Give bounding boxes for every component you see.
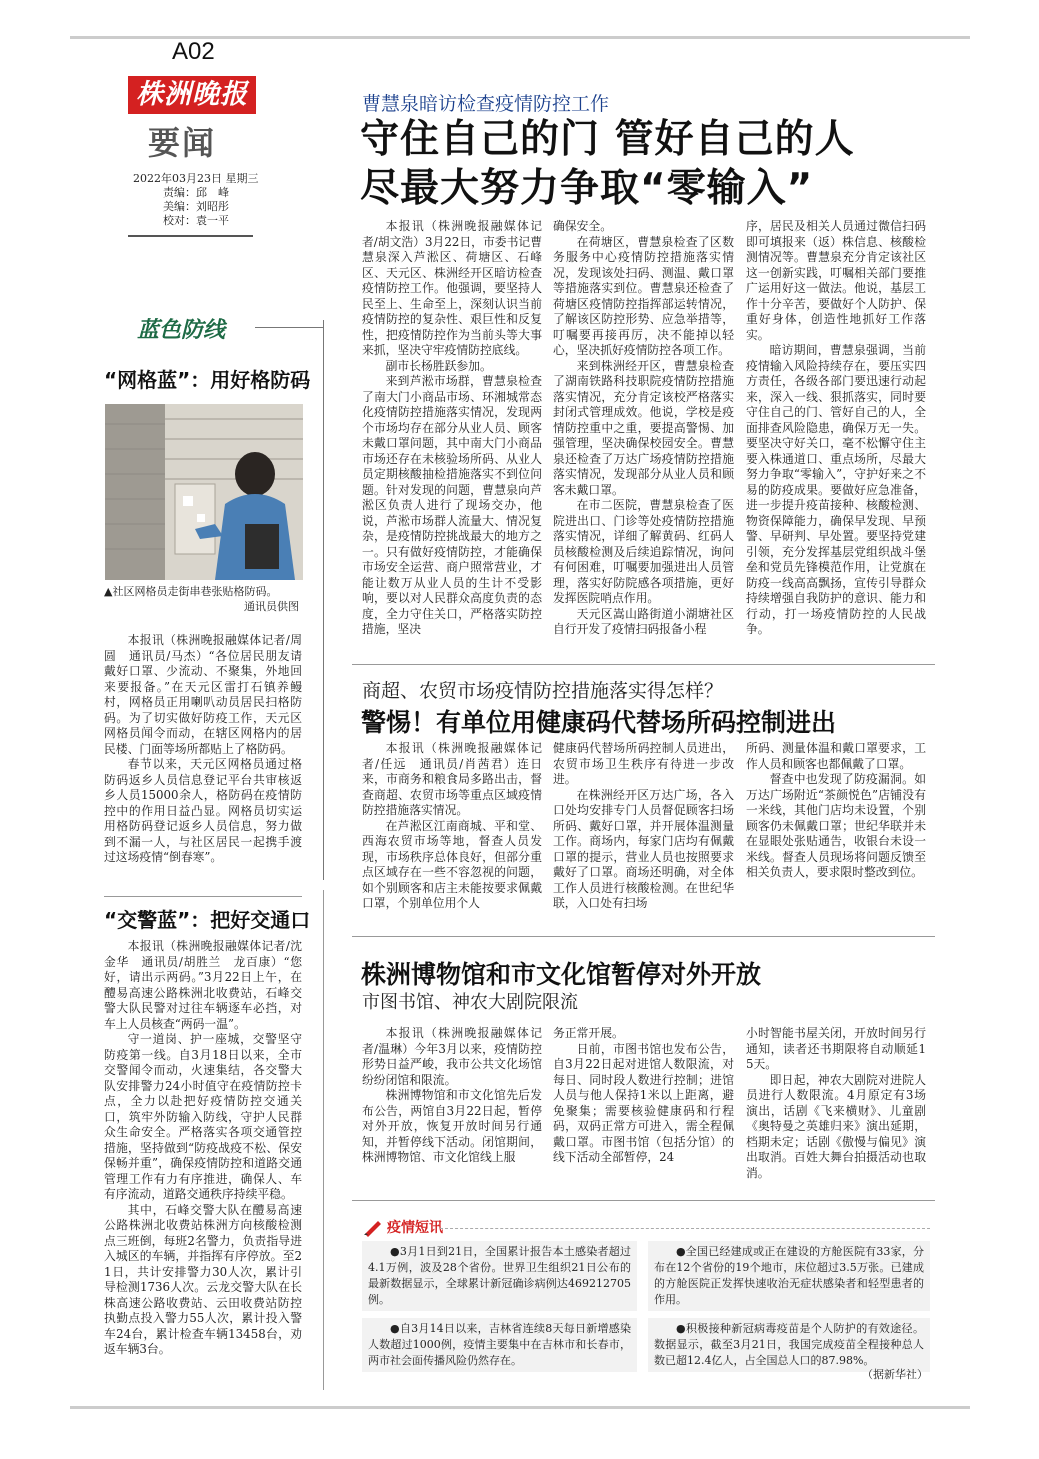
paragraph: 本报讯（株洲晚报融媒体记者/任远 通讯员/肖茜君）连日来，市商务和粮食局多路出击，督查商超、农贸市场等重点区域疫情防控措施落实情况。	[362, 741, 542, 817]
pen-icon	[362, 1217, 384, 1237]
paragraph: 所码、测量体温和戴口罩要求，工作人员和顾客也都佩戴了口罩。	[746, 741, 926, 771]
sidebar-divider	[104, 896, 302, 897]
paragraph: 暗访期间，曹慧泉强调，当前疫情输入风险持续存在，要压实四方责任，各级各部门要迅速行动起来，深入一线、狠抓落实，同时要守住自己的门、管好自己的人，全面排查风险隐患，确保万无一失。要坚决守好关口，毫不松懈守住主要入株通道口、重点场所，尽最大努力争取“零输入”，守护好来之不易的防疫成果。要做好应急准备，进一步提升疫苗接种、核酸检测、物资保障能力，确保早发现、早预警、早研判、早处置。要坚持党建引领，充分发挥基层党组织战斗堡垒和党员先锋模范作用，让党旗在防疫一线高高飘扬，宣传引导群众持续增强自我防护的意识、能力和行动，打一场疫情防控的人民战争。	[746, 343, 926, 636]
sidebar-article-1	[104, 633, 302, 887]
story1-column-3	[746, 219, 926, 649]
story1-headline-line2: 尽最大努力争取“零输入”	[360, 166, 814, 211]
paragraph: 本报讯（株洲晚报融媒体记者/胡文浩）3月22日，市委书记曹慧泉深入芦淞区、荷塘区、石峰区、天元区、株洲经开区暗访检查疫情防控工作。他强调，要坚持人民至上、生命至上，深刻认识当前疫情防控的复杂性、艰巨性和反复性，把疫情防控作为当前头等大事来抓，坚决守牢疫情防控底线。	[362, 219, 542, 357]
art-editor-credit: 美编：刘昭彤	[163, 200, 229, 213]
paragraph: 副市长杨胜跃参加。	[385, 358, 492, 373]
proof-credit: 校对：袁一平	[163, 214, 229, 227]
brief-item-1	[362, 1241, 637, 1311]
brief-text: ●3月1日到21日，全国累计报告本土感染者超过4.1万例，波及28个省份。世界卫生组织21日公布的最新数据显示，全球累计新冠确诊病例达469212705例。	[368, 1245, 631, 1306]
paragraph: 来到株洲经开区，曹慧泉检查了湖南铁路科技职院疫情防控措施落实情况，充分肯定该校严格落实封闭式管理成效。他说，学校是疫情防控重中之重，要提高警惕、加强管理，坚决确保校园安全。曹慧泉还检查了万达广场疫情防控措施落实情况，发现部分从业人员和顾客未戴口罩。	[553, 358, 734, 497]
story3-column-3	[746, 1026, 926, 1181]
story1-column-1	[362, 219, 542, 649]
page-number: A02	[172, 38, 215, 65]
sidebar-headline-2: “交警蓝”：把好交通口	[104, 908, 311, 932]
brief-top-rule	[352, 1200, 935, 1201]
sidebar-label: 蓝色防线	[137, 318, 226, 343]
bottom-border	[70, 1406, 970, 1409]
paragraph: 本报讯（株洲晚报融媒体记者/周圆 通讯员/马杰）“各位居民朋友请戴好口罩、少流动、不聚集，外地回来要报备。”在天元区雷打石镇养鳗村，网格员正用喇叭动员居民扫格防码。为了切实做好防疫工作，天元区网格员闻令而动，在辖区网格内的居民楼、门面等场所都贴上了格防码。	[104, 633, 302, 756]
editor-credit: 责编：邱 峰	[163, 186, 229, 199]
story3-column-2	[553, 1026, 734, 1181]
story2-top-rule	[352, 664, 935, 665]
story2-column-1	[362, 741, 542, 921]
paragraph: 日前，市图书馆也发布公告，自3月22日起对进馆人数限流，对每日、同时段人数进行控制；进馆人员与他人保持1米以上距离，避免聚集；需要核验健康码和行程码，双码正常方可进入，需全程佩戴口罩。市图书馆（包括分馆）的线下活动全部暂停，24	[553, 1041, 734, 1164]
paragraph: 即日起，神农大剧院对进院人员进行人数限流。4月原定有3场演出，话剧《飞来横财》、儿童剧《奥特曼之英雄归来》演出延期，档期未定；话剧《傲慢与偏见》演出取消。百姓大舞台拍摄活动也取消。	[746, 1072, 926, 1180]
paragraph: 在芦淞区江南商城、平和堂、西海农贸市场等地，督查人员发现，市场秩序总体良好，但部分重点区域存在一些不容忽视的问题，如个别顾客和店主未能按要求佩戴口罩，个别单位用个人	[362, 818, 542, 910]
paragraph: 在株洲经开区万达广场，各入口处均安排专门人员督促顾客扫场所码、戴好口罩，并开展体温测量工作。商场内，每家门店均有佩戴口罩的提示，营业人员也按照要求戴好了口罩。商场还明确，对全体工作人员进行核酸检测。在世纪华联，入口处有扫场	[553, 787, 734, 910]
paragraph: 健康码代替场所码控制人员进出，农贸市场卫生秩序有待进一步改进。	[553, 741, 734, 786]
story2-kicker: 商超、农贸市场疫情防控措施落实得怎样？	[362, 680, 724, 702]
paragraph: 确保安全。	[553, 219, 612, 233]
sidebar-label-rule	[255, 327, 323, 328]
paragraph: 在市二医院，曹慧泉检查了医院进出口、门诊等处疫情防控措施落实情况，详细了解黄码、红码人员核酸检测及后续追踪情况，询问有何困难，叮嘱要加强进出人员管理，落实好防院感各项措施，更好发挥医院哨点作用。	[553, 498, 734, 605]
brief-item-4	[648, 1318, 930, 1372]
story2-column-2	[553, 741, 734, 921]
paragraph: 其中，石峰交警大队在醴易高速公路株洲北收费站株洲方向核酸检测点三班倒，每班2名警力，负责指导进入城区的车辆，并指挥有序停放。至21日，共计安排警力30人次，累计引导检测1736人次。云龙交警大队在长株高速公路收费站、云田收费站防控执勤点投入警力55人次，累计投入警车24台，累计检查车辆13458台，劝返车辆3台。	[104, 1202, 302, 1356]
brief-text: ●积极接种新冠病毒疫苗是个人防护的有效途径。数据显示，截至3月21日，我国完成疫苗全程接种总人数已超12.4亿人，占全国总人口的87.98%。	[654, 1322, 924, 1367]
issue-date: 2022年03月23日 星期三	[133, 172, 259, 185]
paragraph: 株洲博物馆和市文化馆先后发布公告，两馆自3月22日起，暂停对外开放，恢复开放时间另行通知，并暂停线下活动。闭馆期间，株洲博物馆、市文化馆线上服	[362, 1088, 542, 1164]
paragraph: 守一道岗、护一座城，交警坚守防疫第一线。自3月18日以来，全市交警闻令而动，火速集结，各交警大队安排警力24小时值守在疫情防控卡点，全力以赴把好疫情防控交通关口，筑牢外防输入防线，守护人民群众生命安全。严格落实各项交通管控措施，坚持做到“防疫战疫不松、保安保畅并重”，确保疫情防控和道路交通管理工作有力有序推进，确保人、车有序流动，道路交通秩序持续平稳。	[104, 1032, 302, 1201]
story1-column-2	[553, 219, 734, 649]
paragraph: 来到芦淞市场群，曹慧泉检查了南大门小商品市场、环湘城常态化疫情防控措施落实情况，发现两个市场均存在部分从业人员、顾客未戴口罩问题，其中南大门小商品市场还存在未核验场所码、从业人员定期核酸抽检措施落实不到位问题。针对发现的问题，曹慧泉向芦淞区负责人进行了现场交办，他说，芦淞市场群人流量大、情况复杂，是疫情防控挑战最大的地方之一。只有做好疫情防控，才能确保市场安全运营、商户照常营业，才能让数万从业人员的生计不受影响，要以对人民群众高度负责的态度，全力守住关口，严格落实防控措施，坚决	[362, 374, 542, 636]
sidebar-article-2	[104, 939, 302, 1381]
brief-title: 疫情短讯	[387, 1220, 443, 1236]
story2-headline: 警惕！有单位用健康码代替场所码控制进出	[361, 708, 837, 737]
brief-item-2	[648, 1241, 930, 1311]
column-divider	[323, 320, 324, 880]
photo-credit: 通讯员供图	[244, 600, 299, 613]
paragraph: 春节以来，天元区网格员通过格防码返乡人员信息登记平台共审核返乡人员15000余人，格防码在疫情防控中的作用日益凸显。网格员切实运用格防码登记返乡人员信息，努力做到不漏一人，与社区居民一起携手渡过这场疫情“倒春寒”。	[104, 757, 302, 864]
masthead-rule	[128, 235, 253, 237]
sidebar-right-rule	[323, 890, 324, 1390]
paragraph: 小时智能书屋关闭，开放时间另行通知，读者还书期限将自动顺延15天。	[746, 1026, 926, 1071]
brief-text: ●自3月14日以来，吉林省连续8天每日新增感染人数超过1000例，疫情主要集中在吉林市和长春市，两市社会面传播风险仍然存在。	[368, 1322, 631, 1367]
paragraph: 序，居民及相关人员通过微信扫码即可填报来（返）株信息、核酸检测情况等。曹慧泉充分肯定该社区这一创新实践，叮嘱相关部门要推广运用好这一做法。他说，基层工作十分辛苦，要做好个人防护、保重好身体，创造性地抓好工作落实。	[746, 219, 926, 342]
paragraph: 本报讯（株洲晚报融媒体记者/温琳）今年3月以来，疫情防控形势日益严峻，我市公共文化场馆纷纷闭馆和限流。	[362, 1026, 542, 1087]
paragraph: 在荷塘区，曹慧泉检查了区数务服务中心疫情防控措施落实情况，发现该处扫码、测温、戴口罩等措施落实到位。曹慧泉还检查了荷塘区疫情防控指挥部运转情况，了解该区防控形势、应急举措等，叮嘱要再接再厉，决不能掉以轻心，坚决抓好疫情防控各项工作。	[553, 234, 734, 357]
story3-subhead: 市图书馆、神农大剧院限流	[362, 992, 578, 1013]
story2-column-3	[746, 741, 926, 921]
story1-kicker: 曹慧泉暗访检查疫情防控工作	[362, 93, 610, 115]
sidebar-headline-1: “网格蓝”：用好格防码	[104, 368, 311, 392]
section-title: 要闻	[148, 124, 217, 162]
photo-illustration	[105, 404, 303, 580]
paragraph: 天元区嵩山路街道小湖塘社区自行开发了疫情扫码报备小程	[553, 606, 734, 636]
story3-column-1	[362, 1026, 542, 1181]
photo-caption: ▲社区网格员走街串巷张贴格防码。	[104, 585, 278, 598]
story1-headline-line1: 守住自己的门 管好自己的人	[360, 117, 855, 162]
paragraph: 督查中也发现了防疫漏洞。如万达广场附近“茶颜悦色”店铺没有一米线，其他门店均未设置，个别顾客仍未佩戴口罩；世纪华联并未在显眼处张贴通告，收银台未设一米线。督查人员现场将问题反馈至相关负责人，要求限时整改到位。	[746, 772, 926, 879]
brief-text: ●全国已经建成或正在建设的方舱医院有33家，分布在12个省份的19个地市，床位超过3.5万张。已建成的方舱医院正发挥快速收治无症状感染者和轻型患者的作用。	[654, 1245, 924, 1306]
story3-top-rule	[352, 936, 935, 937]
brief-title-box	[362, 1216, 443, 1238]
paragraph: 本报讯（株洲晚报融媒体记者/沈金华 通讯员/胡胜兰 龙百康）“您好，请出示两码。”3月22日上午，在醴易高速公路株洲北收费站，石峰交警大队民警对过往车辆逐车必挡，对车上人员核查“两码一温”。	[104, 939, 302, 1031]
brief-title-rule	[440, 1228, 930, 1229]
story3-headline: 株洲博物馆和市文化馆暂停对外开放	[361, 960, 762, 989]
paper-logo: 株洲晚报	[128, 76, 256, 114]
brief-item-3	[362, 1318, 637, 1372]
brief-source: （据新华社）	[862, 1368, 928, 1381]
paragraph: 务正常开展。	[553, 1026, 624, 1040]
gridworker-photo	[105, 404, 303, 580]
